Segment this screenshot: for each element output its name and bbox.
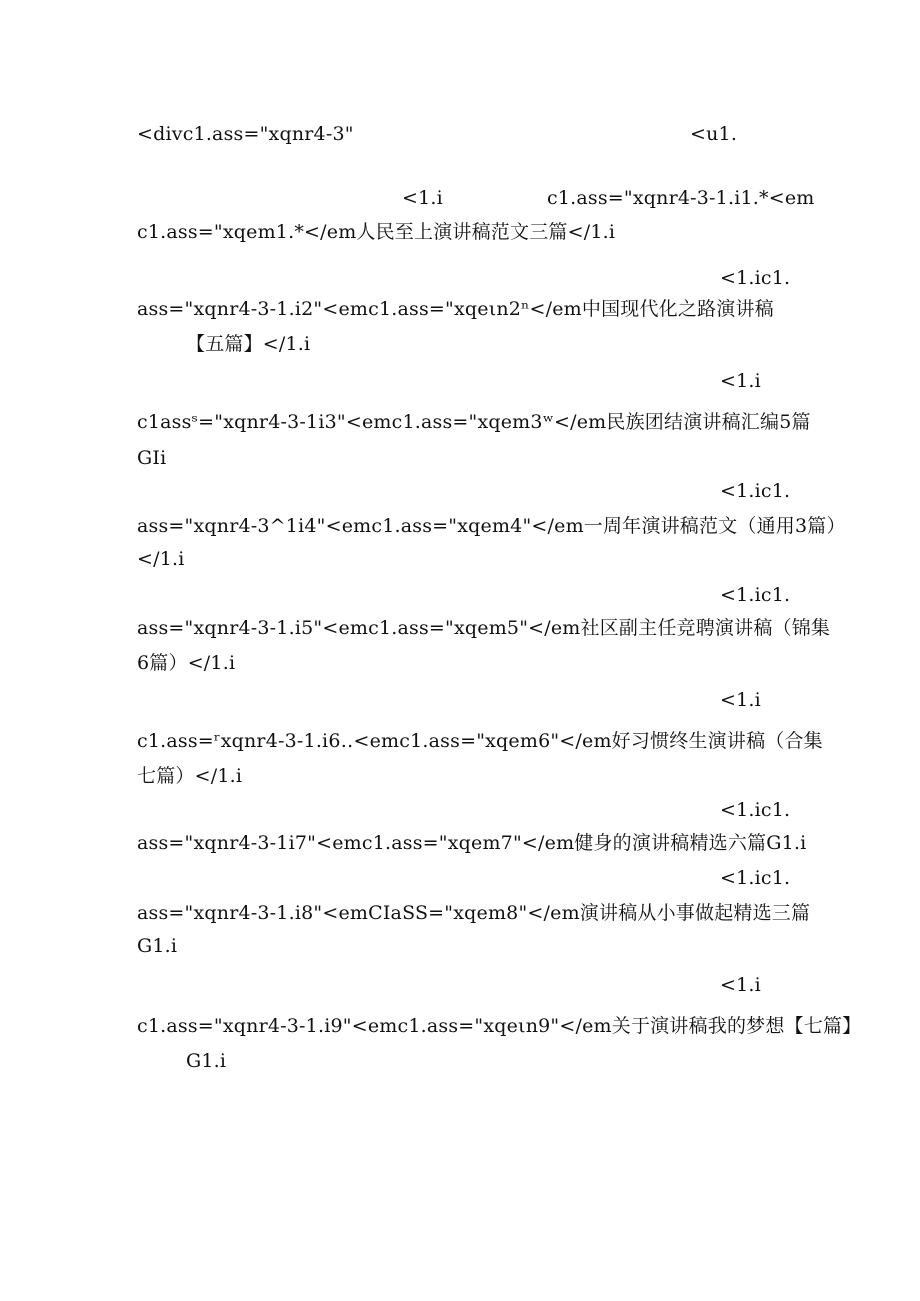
text-line: <1.i	[402, 187, 443, 209]
text-line: GIi	[137, 447, 167, 469]
text-line: c1.ass="xqem1.*</em人民至上演讲稿范文三篇</1.i	[137, 221, 616, 243]
text-line: 6篇）</1.i	[137, 652, 236, 674]
text-line: <1.i	[720, 974, 761, 996]
text-line: G1.i	[186, 1050, 227, 1072]
text-line: c1.ass="xqnr4-3-1.i1.*<em	[547, 187, 815, 209]
text-line: </1.i	[137, 548, 185, 570]
text-line: <1.i	[720, 370, 761, 392]
text-line: <1.ic1.	[720, 480, 791, 502]
text-line: <u1.	[690, 123, 738, 145]
text-line: ass="xqnr4-3-1.i2"<emc1.ass="xqeιn2ⁿ</em中国现代化之路演讲稿	[137, 298, 774, 320]
text-line: 【五篇】</1.i	[186, 333, 311, 355]
text-line: c1.ass=ʳxqnr4-3-1.i6‥<emc1.ass="xqem6"</em好习惯终生演讲稿（合集	[137, 730, 823, 752]
text-line: <1.i	[720, 689, 761, 711]
text-line: ass="xqnr4-3-1i7"<emc1.ass="xqem7"</em健身的演讲稿精选六篇G1.i	[137, 832, 807, 854]
text-line: <divc1.ass="xqnr4-3"	[137, 123, 354, 145]
text-line: <1.ic1.	[720, 799, 791, 821]
text-line: ass="xqnr4-3-1.i5"<emc1.ass="xqem5"</em社区副主任竞聘演讲稿（锦集	[137, 617, 831, 639]
text-line: <1.ic1.	[720, 867, 791, 889]
text-line: <1.ic1.	[720, 584, 791, 606]
text-line: ass="xqnr4-3-1.i8"<emCIaSS="xqem8"</em演讲稿从小事做起精选三篇	[137, 902, 811, 924]
text-line: c1.ass="xqnr4-3-1.i9"<emc1.ass="xqeιn9"</em关于演讲稿我的梦想【七篇】	[137, 1015, 862, 1037]
text-line: G1.i	[137, 935, 178, 957]
text-line: 七篇）</1.i	[137, 765, 243, 787]
text-line: ass="xqnr4-3^1i4"<emc1.ass="xqem4"</em一周年演讲稿范文（通用3篇）	[137, 515, 846, 537]
text-line: <1.ic1.	[720, 267, 791, 289]
text-line: c1assˢ="xqnr4-3-1i3"<emc1.ass="xqem3ʷ</em民族团结演讲稿汇编5篇	[137, 411, 811, 433]
